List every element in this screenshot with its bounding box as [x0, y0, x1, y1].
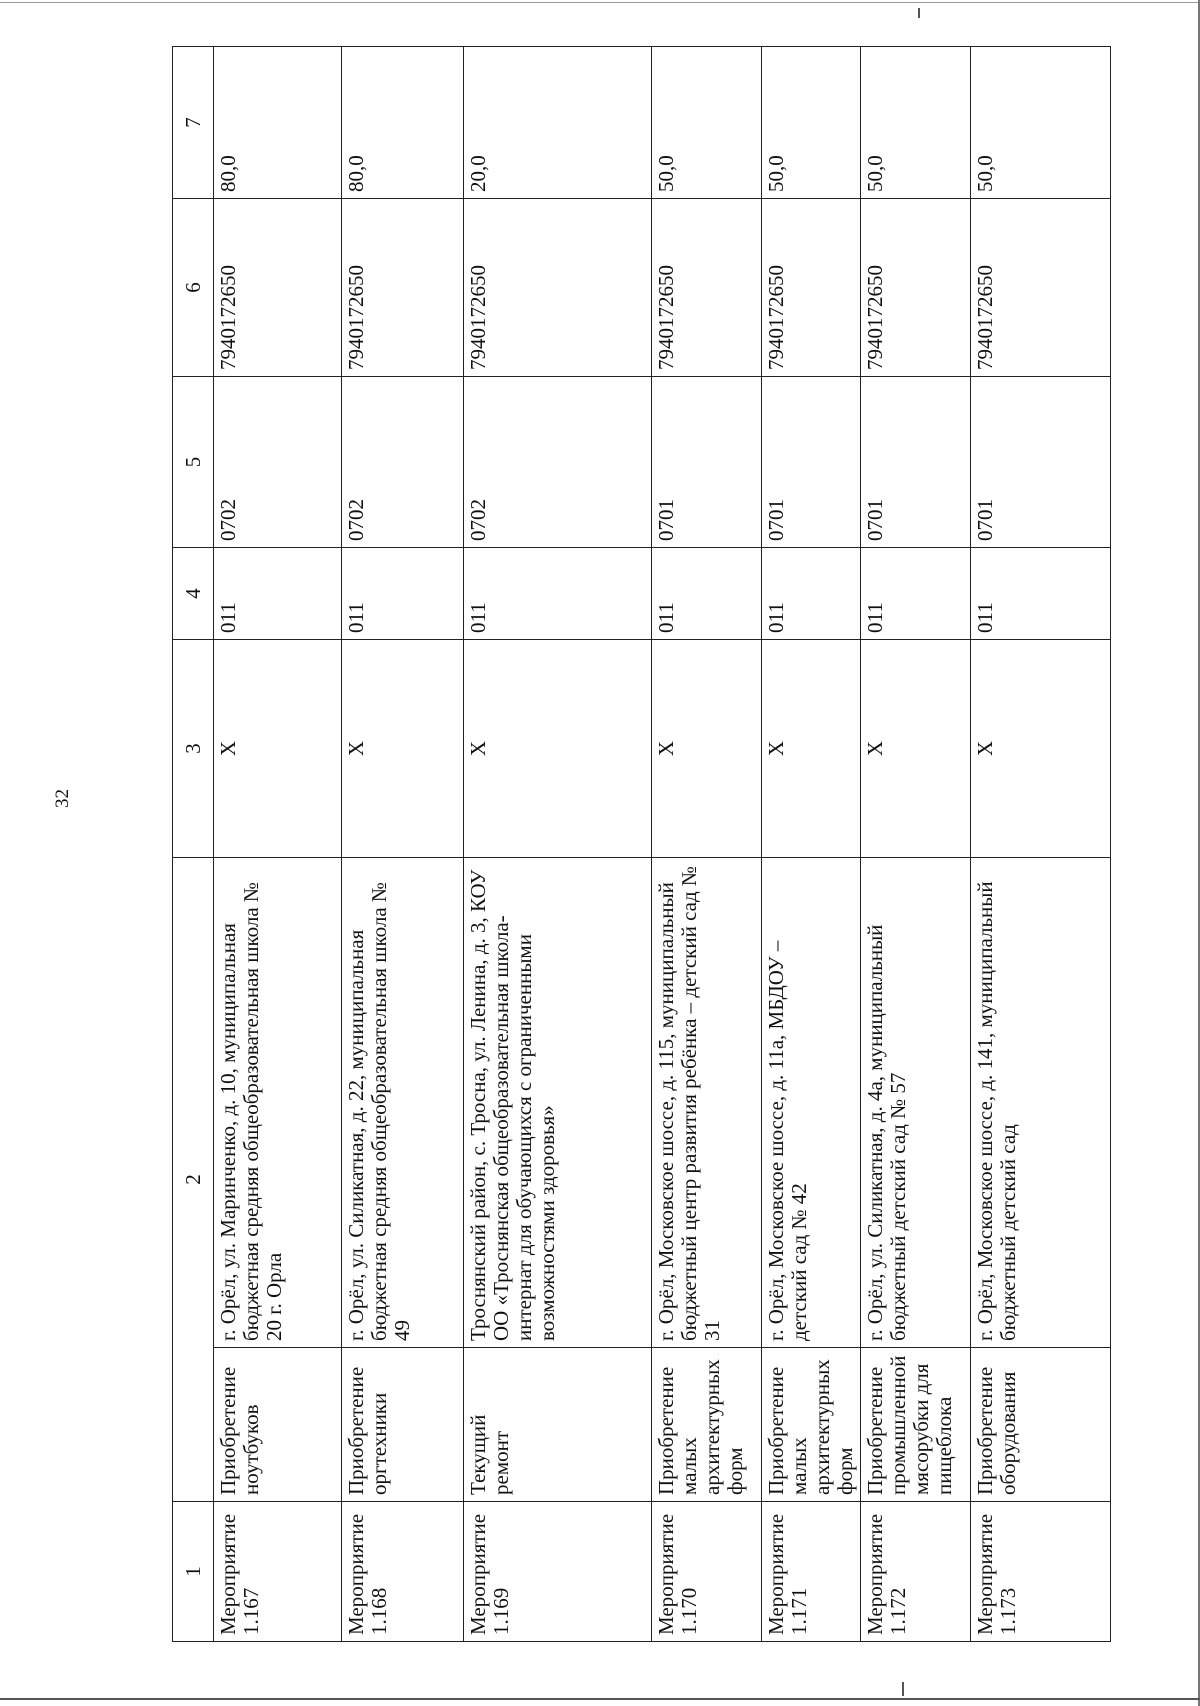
column-header: 3 [173, 640, 214, 858]
col5-value: 0701 [971, 377, 1111, 548]
event-id: Мероприятие 1.167 [214, 1502, 342, 1642]
event-address: г. Орёл, Московское шоссе, д. 115, муниципальный бюджетный центр развития ребёнка – детский сад № 31 [652, 858, 762, 1348]
column-header: 5 [173, 377, 214, 548]
col5-value: 0702 [342, 377, 464, 548]
event-id: Мероприятие 1.173 [971, 1502, 1111, 1642]
event-address: г. Орёл, ул. Силикатная, д. 4а, муниципальный бюджетный детский сад № 57 [861, 858, 971, 1348]
col6-value: 7940172650 [652, 199, 762, 377]
col7-value: 80,0 [342, 47, 464, 199]
column-header: 2 [173, 858, 214, 1502]
column-header: 6 [173, 199, 214, 377]
page-number: 32 [52, 789, 73, 808]
table-row [214, 47, 342, 1642]
col4-value: 011 [464, 548, 652, 640]
event-name: Приобретение оборудования [971, 1348, 1111, 1502]
col6-value: 7940172650 [971, 199, 1111, 377]
column-header: 1 [173, 1502, 214, 1642]
scan-edge-top [0, 2, 1200, 3]
col7-value: 80,0 [214, 47, 342, 199]
col6-value: 7940172650 [861, 199, 971, 377]
event-address: г. Орёл, ул. Силикатная, д. 22, муниципальная бюджетная средняя общеобразовательная школа № 49 [342, 858, 464, 1348]
col4-value: 011 [214, 548, 342, 640]
scan-mark [918, 8, 920, 18]
x-mark: Х [342, 640, 464, 858]
col5-value: 0702 [214, 377, 342, 548]
event-name: Приобретение промышленной мясорубки для пищеблока [861, 1348, 971, 1502]
col5-value: 0701 [652, 377, 762, 548]
event-id: Мероприятие 1.171 [762, 1502, 861, 1642]
table-row [971, 47, 1111, 1642]
col5-value: 0701 [861, 377, 971, 548]
column-header: 7 [173, 47, 214, 199]
col6-value: 7940172650 [464, 199, 652, 377]
column-header: 4 [173, 548, 214, 640]
col7-value: 50,0 [971, 47, 1111, 199]
col5-value: 0702 [464, 377, 652, 548]
event-name: Текущий ремонт [464, 1348, 652, 1502]
x-mark: Х [762, 640, 861, 858]
event-address: г. Орёл, Московское шоссе, д. 141, муниципальный бюджетный детский сад [971, 858, 1111, 1348]
table-row [652, 47, 762, 1642]
event-name: Приобретение малых архитектурных форм [762, 1348, 861, 1502]
col6-value: 7940172650 [762, 199, 861, 377]
scan-mark [902, 1682, 904, 1696]
table-row [762, 47, 861, 1642]
table-row [861, 47, 971, 1642]
event-name: Приобретение ноутбуков [214, 1348, 342, 1502]
col4-value: 011 [652, 548, 762, 640]
x-mark: Х [861, 640, 971, 858]
x-mark: Х [214, 640, 342, 858]
event-name: Приобретение оргтехники [342, 1348, 464, 1502]
event-address: г. Орёл, Московское шоссе, д. 11а, МБДОУ – детский сад № 42 [762, 858, 861, 1348]
scan-edge-bottom [0, 1698, 1200, 1700]
event-id: Мероприятие 1.169 [464, 1502, 652, 1642]
col7-value: 50,0 [762, 47, 861, 199]
col6-value: 7940172650 [342, 199, 464, 377]
header-row [173, 47, 214, 1642]
event-name: Приобретение малых архитектурных форм [652, 1348, 762, 1502]
event-id: Мероприятие 1.170 [652, 1502, 762, 1642]
col7-value: 50,0 [861, 47, 971, 199]
col5-value: 0701 [762, 377, 861, 548]
budget-table [172, 46, 1111, 1642]
rotated-table-container [172, 47, 1088, 1642]
col4-value: 011 [762, 548, 861, 640]
x-mark: Х [652, 640, 762, 858]
col7-value: 50,0 [652, 47, 762, 199]
col4-value: 011 [342, 548, 464, 640]
table-row [464, 47, 652, 1642]
event-id: Мероприятие 1.168 [342, 1502, 464, 1642]
col4-value: 011 [861, 548, 971, 640]
col6-value: 7940172650 [214, 199, 342, 377]
x-mark: Х [464, 640, 652, 858]
event-address: г. Орёл, ул. Маринченко, д. 10, муниципальная бюджетная средняя общеобразовательная школа № 20 г. Орла [214, 858, 342, 1348]
event-address: Троснянский район, с. Тросна, ул. Ленина, д. 3, КОУ ОО «Троснянская общеобразовательная школа-интернат для обучающихся с ограниченными возможностями здоровья» [464, 858, 652, 1348]
x-mark: Х [971, 640, 1111, 858]
event-id: Мероприятие 1.172 [861, 1502, 971, 1642]
col4-value: 011 [971, 548, 1111, 640]
table-row [342, 47, 464, 1642]
col7-value: 20,0 [464, 47, 652, 199]
